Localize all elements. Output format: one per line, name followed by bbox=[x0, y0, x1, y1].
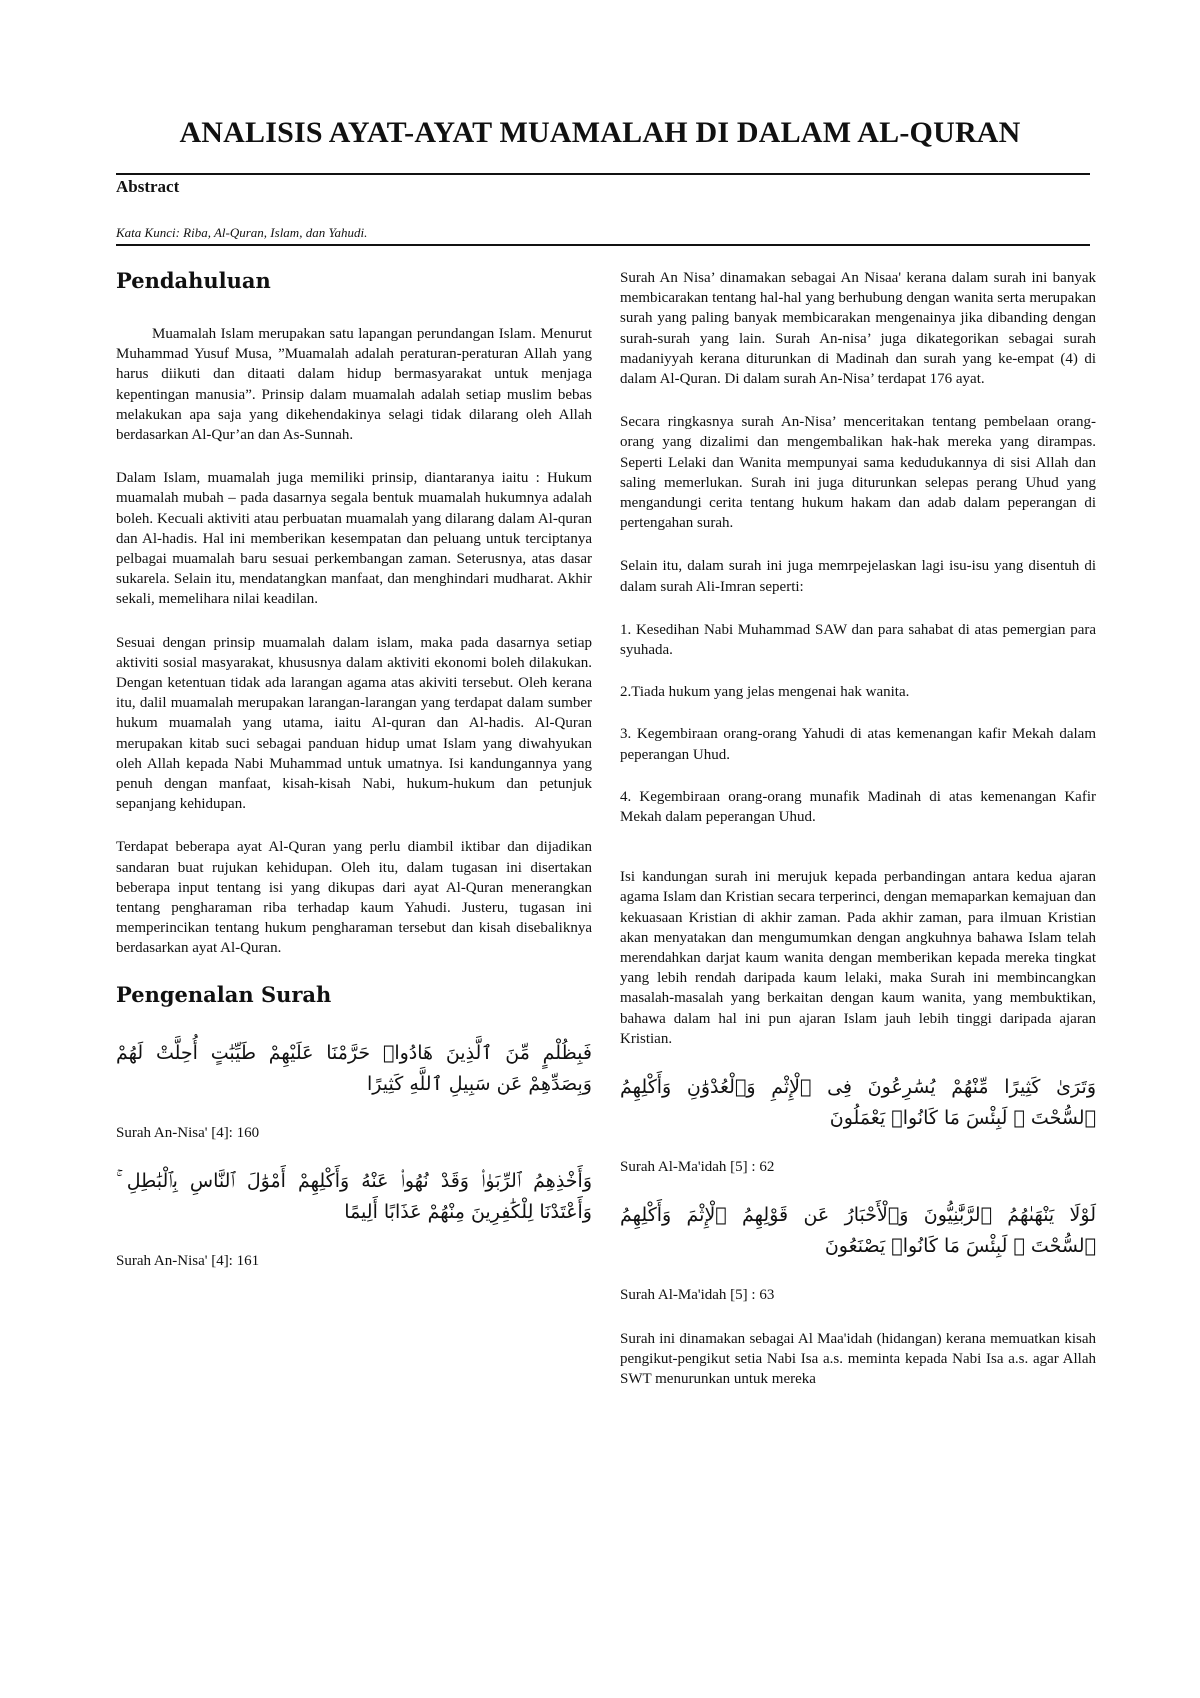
quran-verse: وَتَرَىٰ كَثِيرًا مِّنْهُمْ يُسَٰرِعُونَ فِى ٱلْإِثْمِ وَٱلْعُدْوَٰنِ وَأَكْلِهِمُ ٱلسُّحْتَ ۚ لَبِئْسَ مَا كَانُوا۟ يَعْمَلُونَ bbox=[620, 1076, 1096, 1130]
paragraph: Muamalah Islam merupakan satu lapangan perundangan Islam. Menurut Muhammad Yusuf Musa, ”Muamalah adalah peraturan-peraturan Allah yang harus diikuti dan ditaati dalam hidup bermasyarakat untuk menjaga kepentingan manusia”. Prinsip dalam muamalah adalah setiap muslim bebas melakukan apa saja yang dikehendakinya selagi tidak dilarang oleh Allah berdasarkan Al-Qur’an dan As-Sunnah. bbox=[116, 326, 592, 444]
verse-reference: Surah An-Nisa' [4]: 161 bbox=[116, 1252, 260, 1269]
paragraph: Selain itu, dalam surah ini juga memrpejelaskan lagi isu-isu yang disentuh di dalam surah Ali-Imran seperti: bbox=[620, 558, 1096, 595]
abstract-heading: Abstract bbox=[116, 177, 180, 196]
right-column bbox=[620, 268, 1096, 1412]
section-heading-pendahuluan: Pendahuluan bbox=[116, 268, 271, 293]
verse-reference: Surah An-Nisa' [4]: 160 bbox=[116, 1124, 260, 1141]
list-item: 1. Kesedihan Nabi Muhammad SAW dan para sahabat di atas pemergian para syuhada. bbox=[620, 621, 1096, 659]
paragraph: Sesuai dengan prinsip muamalah dalam islam, maka pada dasarnya setiap aktiviti sosial masyarakat, khususnya dalam aktiviti ekonomi boleh dilakukan. Dengan ketentuan tidak ada larangan agama atas akiviti tersebut. Oleh kerana itu, dalil muamalah merupakan larangan-larangan yang terdapat dalam sumber hukum muamalah yang utama, iaitu Al-quran dan Al-hadis. Al-Quran merupakan kitab suci sebagai panduan hidup umat Islam yang diwahyukan oleh Allah kepada Nabi Muhammad untuk umatnya. Isi kandungannya yang penuh dengan manfaat, kisah-kisah Nabi, hukum-hukum dan petunjuk sepanjang kehidupan. bbox=[116, 634, 592, 813]
verse-reference: Surah Al-Ma'idah [5] : 63 bbox=[620, 1287, 775, 1304]
quran-verse: وَأَخْذِهِمُ ٱلرِّبَوٰا۟ وَقَدْ نُهُوا۟ عَنْهُ وَأَكْلِهِمْ أَمْوَٰلَ ٱلنَّاسِ بِٱلْبَٰطِلِ ۚ وَأَعْتَدْنَا لِلْكَٰفِرِينَ مِنْهُمْ عَذَابًا أَلِيمًا bbox=[116, 1169, 592, 1223]
quran-verse: لَوْلَا يَنْهَىٰهُمُ ٱلرَّبَّٰنِيُّونَ وَٱلْأَحْبَارُ عَن قَوْلِهِمُ ٱلْإِثْمَ وَأَكْلِهِمُ ٱلسُّحْتَ ۚ لَبِئْسَ مَا كَانُوا۟ يَصْنَعُونَ bbox=[620, 1204, 1096, 1258]
top-divider bbox=[116, 173, 1090, 175]
paragraph: Isi kandungan surah ini merujuk kepada perbandingan antara kedua ajaran agama Islam dan Kristian secara terperinci, dengan memaparkan kemajuan dan kekuasaan Kristian di akhir zaman. Pada akhir zaman, para ilmuan Kristian akan menyatakan dan mengumumkan dengan angkuhnya bahawa Islam telah merendahkan darjat kaum wanita dengan memberikan kepada mereka tingkat yang lebih rendah daripada kaum lelaki, maka Surah ini membincangkan masalah-masalah yang berkaitan dengan kaum wanita, yang membuktikan, bahawa dalam hal ini pun ajaran Islam jauh lebih tinggi daripada ajaran Kristian. bbox=[620, 869, 1096, 1047]
verse-reference: Surah Al-Ma'idah [5] : 62 bbox=[620, 1159, 775, 1176]
section-heading-pengenalan-surah: Pengenalan Surah bbox=[116, 981, 332, 1007]
left-column bbox=[116, 268, 592, 1294]
list-item: 3. Kegembiraan orang-orang Yahudi di atas kemenangan kafir Mekah dalam peperangan Uhud. bbox=[620, 726, 1096, 763]
list-item: 4. Kegembiraan orang-orang munafik Madinah di atas kemenangan Kafir Mekah dalam peperangan Uhud. bbox=[620, 788, 1096, 826]
paragraph: Surah An Nisa’ dinamakan sebagai An Nisaa' kerana dalam surah ini banyak membicarakan tentang hal-hal yang berhubung dengan wanita serta merupakan surah yang paling banyak membicarakan mengenainya jika dibanding dengan surah-surah yang lain. Surah An-nisa’ juga dikategorikan sebagai surah madaniyyah kerana diturunkan di Madinah dan surah yang ke-empat (4) di dalam Al-Quran. Di dalam surah An-Nisa’ terdapat 176 ayat. bbox=[620, 270, 1096, 388]
paragraph: Terdapat beberapa ayat Al-Quran yang perlu diambil iktibar dan dijadikan sandaran buat rujukan kehidupan. Oleh itu, dalam tugasan ini disertakan beberapa input tentang isi yang dikupas dari ayat Al-Quran menerangkan tentang pengharaman riba terhadap kaum Yahudi. Justeru, tugasan ini memperincikan tentang hukum pengharaman tersebut dan kisah disebaliknya berdasarkan ayat Al-Quran. bbox=[116, 839, 592, 957]
header-divider bbox=[116, 244, 1090, 246]
paper-title: ANALISIS AYAT-AYAT MUAMALAH DI DALAM AL-QURAN bbox=[179, 116, 1021, 149]
keywords: Kata Kunci: Riba, Al-Quran, Islam, dan Yahudi. bbox=[116, 225, 368, 240]
paragraph: Secara ringkasnya surah An-Nisa’ menceritakan tentang pembelaan orang-orang yang dizalimi dan mengembalikan hak-hak mereka yang dirampas. Seperti Lelaki dan Wanita mempunyai sama kedudukannya di sisi Allah dan saling memerlukan. Surah ini juga diturunkan selepas perang Uhud yang mengandungi cerita tentang hukum hakam dan adab dalam peperangan di pertengahan surah. bbox=[620, 414, 1096, 532]
paragraph: Surah ini dinamakan sebagai Al Maa'idah (hidangan) kerana memuatkan kisah pengikut-pengikut setia Nabi Isa a.s. meminta kepada Nabi Isa a.s. agar Allah SWT menurunkan untuk mereka bbox=[620, 1330, 1096, 1387]
paragraph: Dalam Islam, muamalah juga memiliki prinsip, diantaranya iaitu : Hukum muamalah mubah – pada dasarnya segala bentuk muamalah hukumnya adalah boleh. Kecuali aktiviti atau perbuatan muamalah yang dilarang dalam Al-quran dan Al-hadis. Hal ini memberikan kesempatan dan peluang untuk terciptanya pelbagai muamalah baru sesuai perkembangan zaman. Seterusnya, atas dasar sukarela. Selain itu, mendatangkan manfaat, dan menghindari mudharat. Akhir sekali, memelihara nilai keadilan. bbox=[116, 470, 592, 608]
quran-verse: فَبِظُلْمٍ مِّنَ ٱلَّذِينَ هَادُوا۟ حَرَّمْنَا عَلَيْهِمْ طَيِّبَٰتٍ أُحِلَّتْ لَهُمْ وَبِصَدِّهِمْ عَن سَبِيلِ ٱللَّهِ كَثِيرًا bbox=[116, 1041, 592, 1095]
list-item: 2.Tiada hukum yang jelas mengenai hak wanita. bbox=[620, 684, 910, 701]
numbered-list bbox=[620, 620, 1096, 827]
